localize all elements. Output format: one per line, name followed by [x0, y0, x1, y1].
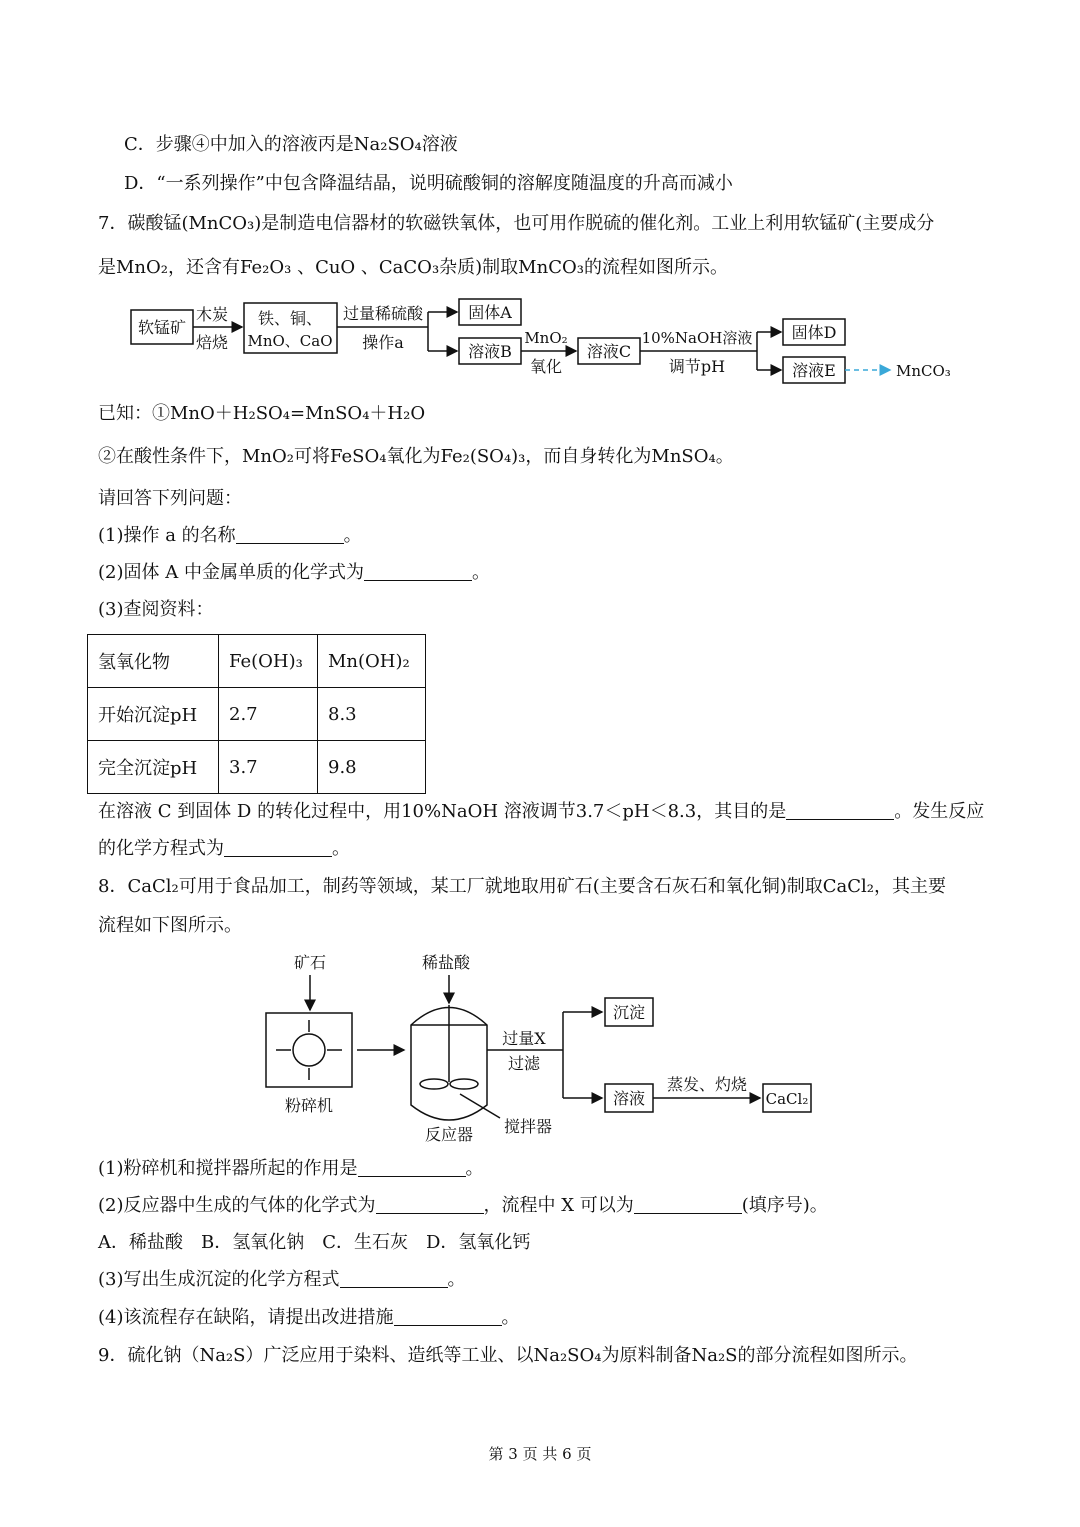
label-solid-d: 固体D	[791, 323, 837, 342]
label-mixture-2: MnO、CaO	[247, 332, 333, 350]
table-cell: 9.8	[318, 741, 426, 794]
q8-sub1: (1)粉碎机和搅拌器所起的作用是 。	[98, 1158, 484, 1179]
label-naoh: 10%NaOH溶液	[641, 329, 753, 347]
table-cell: 3.7	[219, 741, 318, 794]
answer-blank[interactable]	[224, 838, 332, 857]
label-acid: 过量稀硫酸	[342, 304, 424, 323]
table-header-row	[88, 635, 426, 688]
answer-blank[interactable]	[786, 801, 894, 820]
label-roast: 焙烧	[195, 333, 229, 352]
q7-stem-line1: 7．碳酸锰(MnCO₃)是制造电信器材的软磁铁氧体，也可用作脱硫的催化剂。工业上利用软锰矿(主要成分	[98, 213, 935, 234]
table-cell: 氢氧化物	[88, 635, 219, 688]
page-footer: 第 3 页 共 6 页	[488, 1445, 592, 1463]
label-excess-x: 过量X	[502, 1029, 546, 1048]
label-stirrer: 搅拌器	[503, 1117, 553, 1136]
q7-equation-question: 的化学方程式为 。	[98, 838, 350, 859]
label-solution-c: 溶液C	[586, 342, 632, 361]
q7-known-2: ②在酸性条件下，MnO₂可将FeSO₄氧化为Fe₂(SO₄)₃，而自身转化为MnSO₄。	[98, 446, 734, 467]
q8-sub3: (3)写出生成沉淀的化学方程式 。	[98, 1269, 466, 1290]
q7-flow-diagram	[0, 290, 1080, 390]
label-mnco3: MnCO₃	[896, 362, 951, 380]
label-solution: 溶液	[612, 1089, 646, 1108]
label-ore: 软锰矿	[137, 318, 187, 337]
q8-stem-line2: 流程如下图所示。	[98, 915, 242, 936]
table-cell: Fe(OH)₃	[219, 635, 318, 688]
label-oxidize: 氧化	[529, 357, 563, 376]
q6-option-d: D．“一系列操作”中包含降温结晶，说明硫酸铜的溶解度随温度的升高而减小	[124, 173, 733, 194]
answer-blank[interactable]	[376, 1195, 484, 1214]
hydroxide-ph-table	[87, 634, 426, 794]
q7-please-answer: 请回答下列问题：	[98, 488, 242, 509]
label-solution-b: 溶液B	[468, 342, 512, 361]
label-solid-a: 固体A	[468, 303, 512, 322]
label-crusher: 粉碎机	[284, 1096, 334, 1115]
label-evaporate: 蒸发、灼烧	[666, 1075, 748, 1094]
label-mno2: MnO₂	[524, 329, 568, 347]
answer-blank[interactable]	[358, 1158, 466, 1177]
label-filter: 过滤	[507, 1054, 541, 1073]
q7-stem-line2: 是MnO₂，还含有Fe₂O₃ 、CuO 、CaCO₃杂质)制取MnCO₃的流程如图所示。	[98, 257, 728, 278]
q6-option-c: C．步骤④中加入的溶液丙是Na₂SO₄溶液	[124, 134, 458, 155]
table-row	[88, 688, 426, 741]
label-mixture-1: 铁、铜、	[257, 309, 323, 328]
q9-stem: 9．硫化钠（Na₂S）广泛应用于染料、造纸等工业、以Na₂SO₄为原料制备Na₂S的部分流程如图所示。	[98, 1345, 918, 1366]
q7-sub2: (2)固体 A 中金属单质的化学式为 。	[98, 562, 490, 583]
table-row	[88, 741, 426, 794]
q8-flow-diagram	[0, 945, 1080, 1150]
q8-stem-line1: 8．CaCl₂可用于食品加工，制药等领域，某工厂就地取用矿石(主要含石灰石和氧化铜)制取CaCl₂，其主要	[98, 876, 946, 897]
q8-options: A．稀盐酸 B．氢氧化钠 C．生石灰 D．氢氧化钙	[98, 1232, 531, 1253]
label-reactor: 反应器	[424, 1125, 474, 1144]
q8-sub2: (2)反应器中生成的气体的化学式为 ，流程中 X 可以为 (填序号)。	[98, 1195, 828, 1216]
answer-blank[interactable]	[236, 525, 344, 544]
label-solution-e: 溶液E	[792, 361, 836, 380]
answer-blank[interactable]	[394, 1307, 502, 1326]
label-charcoal: 木炭	[195, 305, 229, 324]
crusher-rotor	[293, 1034, 325, 1066]
label-precipitate: 沉淀	[612, 1003, 646, 1022]
label-adjust-ph: 调节pH	[668, 357, 726, 376]
answer-blank[interactable]	[364, 562, 472, 581]
q7-sub1: (1)操作 a 的名称 。	[98, 525, 362, 546]
table-cell: 开始沉淀pH	[88, 688, 219, 741]
answer-blank[interactable]	[634, 1195, 742, 1214]
q7-known-1: 已知：①MnO＋H₂SO₄=MnSO₄＋H₂O	[98, 403, 426, 424]
table-cell: 2.7	[219, 688, 318, 741]
q7-sub3: (3)查阅资料：	[98, 599, 214, 620]
label-hcl: 稀盐酸	[421, 953, 471, 972]
table-cell: 8.3	[318, 688, 426, 741]
label-cacl2: CaCl₂	[765, 1090, 809, 1108]
table-cell: 完全沉淀pH	[88, 741, 219, 794]
table-cell: Mn(OH)₂	[318, 635, 426, 688]
label-ore: 矿石	[293, 953, 327, 972]
q7-purpose-question: 在溶液 C 到固体 D 的转化过程中，用10%NaOH 溶液调节3.7＜pH＜8.3，其目的是 。发生反应	[98, 801, 985, 822]
q8-sub4: (4)该流程存在缺陷，请提出改进措施 。	[98, 1307, 520, 1328]
answer-blank[interactable]	[340, 1269, 448, 1288]
label-operation-a: 操作a	[362, 333, 404, 352]
